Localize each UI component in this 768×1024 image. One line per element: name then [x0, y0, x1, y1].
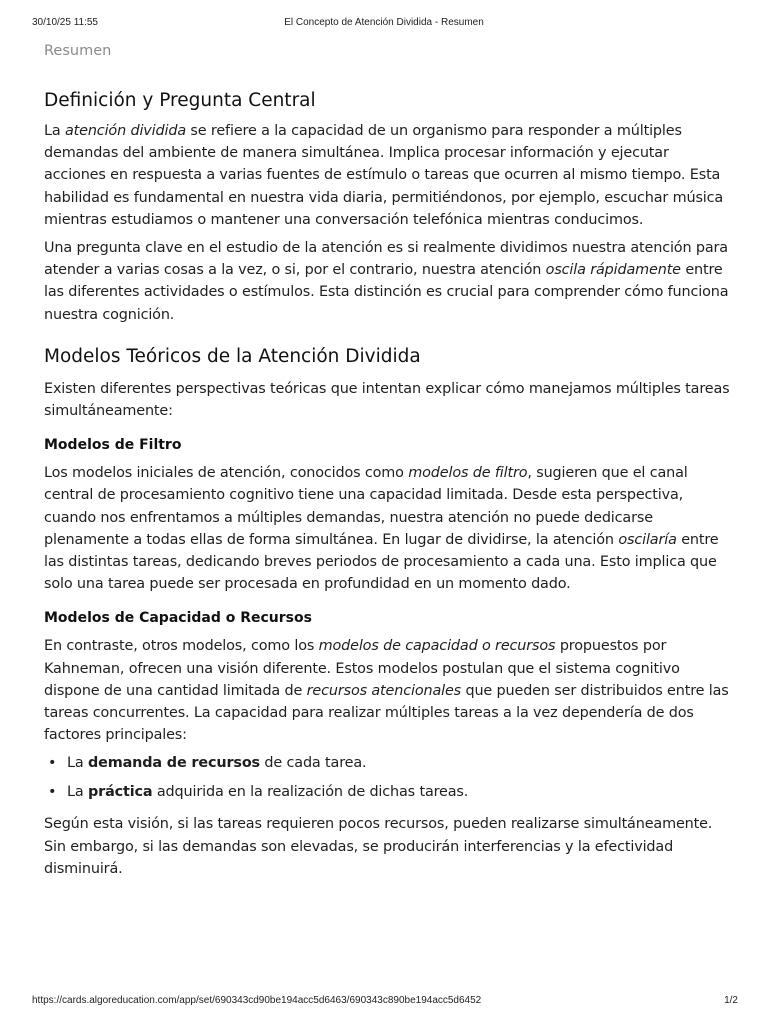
bullet-icon: • — [48, 784, 57, 801]
text-run: entre las diferentes actividades o estímulos. Esta distinción es crucial para comprender cómo funciona nuestra cognición. — [44, 262, 729, 323]
text-run: propuestos por Kahneman, ofrecen una visión diferente. Estos modelos postulan que el sistema cognitivo dispone de una cantidad limitada de — [44, 638, 680, 699]
list-item — [44, 781, 730, 803]
paragraph-definition — [44, 120, 730, 231]
text-run: Los modelos iniciales de atención, conocidos como — [44, 465, 409, 482]
text-run: En contraste, otros modelos, como los — [44, 638, 319, 655]
bullet-icon: • — [48, 755, 57, 772]
document-content — [44, 40, 730, 886]
paragraph-key-question — [44, 237, 730, 326]
strong-text: demanda de recursos — [87, 755, 260, 772]
text-run: Una pregunta clave en el estudio de la atención es si realmente dividimos nuestra atención para atender a varias cosas a la vez, o si, por el contrario, nuestra atención — [44, 240, 728, 279]
paragraph-capacity-models — [44, 635, 730, 746]
paragraph-filter-models — [44, 462, 730, 595]
list-item — [44, 752, 730, 774]
page-number: 1/2 — [724, 995, 738, 1006]
subheading-filter-models: Modelos de Filtro — [44, 437, 182, 454]
text-run: , sugieren que el canal central de procesamiento cognitivo tiene una capacidad limitada. Desde esta perspectiva, cuando nos enfrentamos a múltiples demandas, nuestra atención no puede dedicarse plenamente a todas ellas de forma simultánea. En lugar de dividirse, la atención — [44, 465, 688, 548]
text-run: de cada tarea. — [259, 755, 367, 772]
text-run: entre las distintas tareas, dedicando breves periodos de procesamiento a cada una. Esto implica que solo una tarea puede ser procesada en profundidad en un momento dado. — [44, 531, 719, 593]
section-heading-models: Modelos Teóricos de la Atención Dividida — [44, 345, 421, 367]
source-url: https://cards.algoreducation.com/app/set/690343cd90be194acc5d6463/690343c890be194acc5d6452 — [32, 995, 482, 1006]
text-run: La — [44, 123, 65, 139]
emphasis-text: recursos atencionales — [306, 682, 462, 699]
paragraph-conclusion: Según esta visión, si las tareas requieren pocos recursos, pueden realizarse simultáneamente. Sin embargo, si las demandas son elevadas, se producirán interferencias y la efectividad disminuirá. — [44, 816, 713, 877]
emphasis-text: modelos de capacidad o recursos — [318, 638, 556, 655]
emphasis-text: atención dividida — [64, 123, 186, 139]
document-label: Resumen — [44, 43, 112, 59]
subheading-capacity-models: Modelos de Capacidad o Recursos — [44, 610, 312, 627]
text-run: adquirida en la realización de dichas tareas. — [152, 784, 469, 801]
text-run: La — [67, 784, 88, 801]
print-page-title: El Concepto de Atención Dividida - Resumen — [284, 17, 484, 28]
emphasis-text: modelos de filtro — [408, 465, 528, 482]
print-footer — [0, 995, 768, 1009]
print-header — [0, 17, 768, 31]
text-run: se refiere a la capacidad de un organismo para responder a múltiples demandas del ambiente de manera simultánea. Implica procesar información y ejecutar acciones en respuesta a varias fuentes de estímulo o tareas que ocurren al mismo tiempo. Esta habilidad es fundamental en nuestra vida diaria, permitiéndonos, por ejemplo, escuchar música mientras estudiamos o mantener una conversación telefónica mientras conducimos. — [44, 123, 724, 228]
text-run: que pueden ser distribuidos entre las tareas concurrentes. La capacidad para realizar múltiples tareas a la vez dependería de dos factores principales: — [44, 682, 729, 744]
print-datetime: 30/10/25 11:55 — [32, 17, 98, 28]
strong-text: práctica — [87, 784, 153, 801]
emphasis-text: oscila rápidamente — [545, 262, 681, 279]
paragraph-models-intro: Existen diferentes perspectivas teóricas que intentan explicar cómo manejamos múltiples tareas simultáneamente: — [44, 380, 730, 420]
text-run: La — [67, 755, 88, 772]
section-heading-definition: Definición y Pregunta Central — [44, 90, 316, 111]
factors-list — [44, 752, 730, 803]
emphasis-text: oscilaría — [618, 531, 677, 548]
